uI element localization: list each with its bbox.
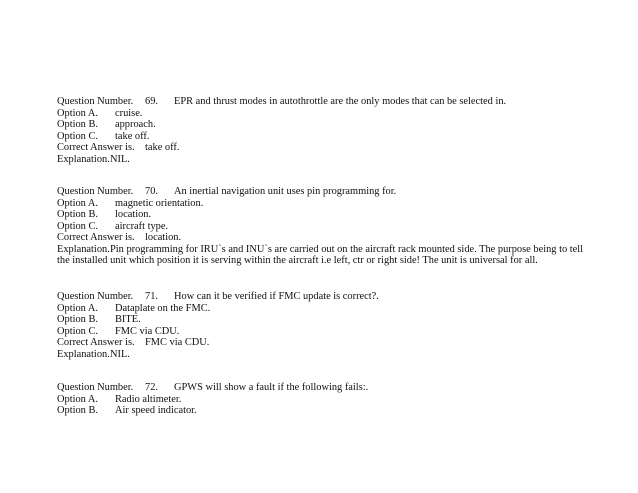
correct-answer bbox=[57, 142, 587, 154]
option-a bbox=[57, 394, 587, 406]
option-text: FMC via CDU. bbox=[115, 325, 180, 337]
correct-answer-label: Correct Answer is. bbox=[57, 232, 135, 243]
option-text: Radio altimeter. bbox=[115, 393, 182, 405]
option-text: Air speed indicator. bbox=[115, 405, 197, 416]
option-text: aircraft type. bbox=[115, 220, 169, 232]
option-text: location. bbox=[115, 209, 152, 220]
question-number-label: Question Number. bbox=[57, 291, 134, 302]
explanation-text: NIL. bbox=[110, 348, 130, 360]
question-block-71 bbox=[57, 291, 587, 360]
correct-answer-text: location. bbox=[145, 232, 182, 243]
option-a bbox=[57, 198, 587, 210]
explanation bbox=[57, 349, 587, 361]
option-label: Option A. bbox=[57, 302, 98, 314]
question-text: EPR and thrust modes in autothrottle are the only modes that can be selected in. bbox=[174, 96, 507, 107]
option-label: Option B. bbox=[57, 405, 98, 416]
option-label: Option C. bbox=[57, 130, 98, 142]
option-text: cruise. bbox=[115, 107, 143, 119]
explanation-label: Explanation. bbox=[57, 243, 110, 255]
option-b bbox=[57, 119, 587, 131]
question-block-70 bbox=[57, 186, 587, 267]
correct-answer-text: take off. bbox=[145, 142, 180, 153]
question-text: GPWS will show a fault if the following fails:. bbox=[174, 382, 369, 393]
explanation-label: Explanation. bbox=[57, 153, 110, 165]
question-number: 72. bbox=[145, 382, 158, 393]
option-label: Option B. bbox=[57, 209, 98, 220]
explanation-text: NIL. bbox=[110, 153, 130, 165]
correct-answer-label: Correct Answer is. bbox=[57, 337, 135, 348]
correct-answer-label: Correct Answer is. bbox=[57, 142, 135, 153]
option-c bbox=[57, 221, 587, 233]
option-c bbox=[57, 131, 587, 143]
option-label: Option C. bbox=[57, 325, 98, 337]
question-number-label: Question Number. bbox=[57, 96, 134, 107]
correct-answer bbox=[57, 337, 587, 349]
question-block-69 bbox=[57, 96, 587, 165]
question-number: 71. bbox=[145, 291, 158, 302]
correct-answer bbox=[57, 232, 587, 244]
option-b bbox=[57, 314, 587, 326]
option-label: Option C. bbox=[57, 220, 98, 232]
option-a bbox=[57, 108, 587, 120]
explanation bbox=[57, 154, 587, 166]
option-label: Option B. bbox=[57, 119, 98, 130]
option-label: Option A. bbox=[57, 393, 98, 405]
option-a bbox=[57, 303, 587, 315]
explanation-label: Explanation. bbox=[57, 348, 110, 360]
question-number-label: Question Number. bbox=[57, 382, 134, 393]
question-line bbox=[57, 291, 587, 303]
option-text: magnetic orientation. bbox=[115, 197, 204, 209]
question-line bbox=[57, 96, 587, 108]
question-line bbox=[57, 186, 587, 198]
option-label: Option B. bbox=[57, 314, 98, 325]
option-text: approach. bbox=[115, 119, 156, 130]
option-c bbox=[57, 326, 587, 338]
option-label: Option A. bbox=[57, 107, 98, 119]
option-b bbox=[57, 405, 587, 417]
question-text: How can it be verified if FMC update is correct?. bbox=[174, 291, 379, 302]
explanation-text: Pin programming for IRU`s and INU`s are carried out on the aircraft rack mounted side. The purpose being to tell the installed unit which position it is serving within the aircraft i.e left, ctr or right side! The unit is universal for all. bbox=[57, 243, 584, 266]
question-number: 69. bbox=[145, 96, 158, 107]
correct-answer-text: FMC via CDU. bbox=[145, 337, 210, 348]
option-text: Dataplate on the FMC. bbox=[115, 302, 211, 314]
explanation bbox=[57, 244, 587, 267]
question-number: 70. bbox=[145, 186, 158, 197]
option-label: Option A. bbox=[57, 197, 98, 209]
option-text: BITE. bbox=[115, 314, 141, 325]
question-line bbox=[57, 382, 587, 394]
question-number-label: Question Number. bbox=[57, 186, 134, 197]
option-text: take off. bbox=[115, 130, 150, 142]
option-b bbox=[57, 209, 587, 221]
question-text: An inertial navigation unit uses pin programming for. bbox=[174, 186, 397, 197]
question-block-72 bbox=[57, 382, 587, 417]
